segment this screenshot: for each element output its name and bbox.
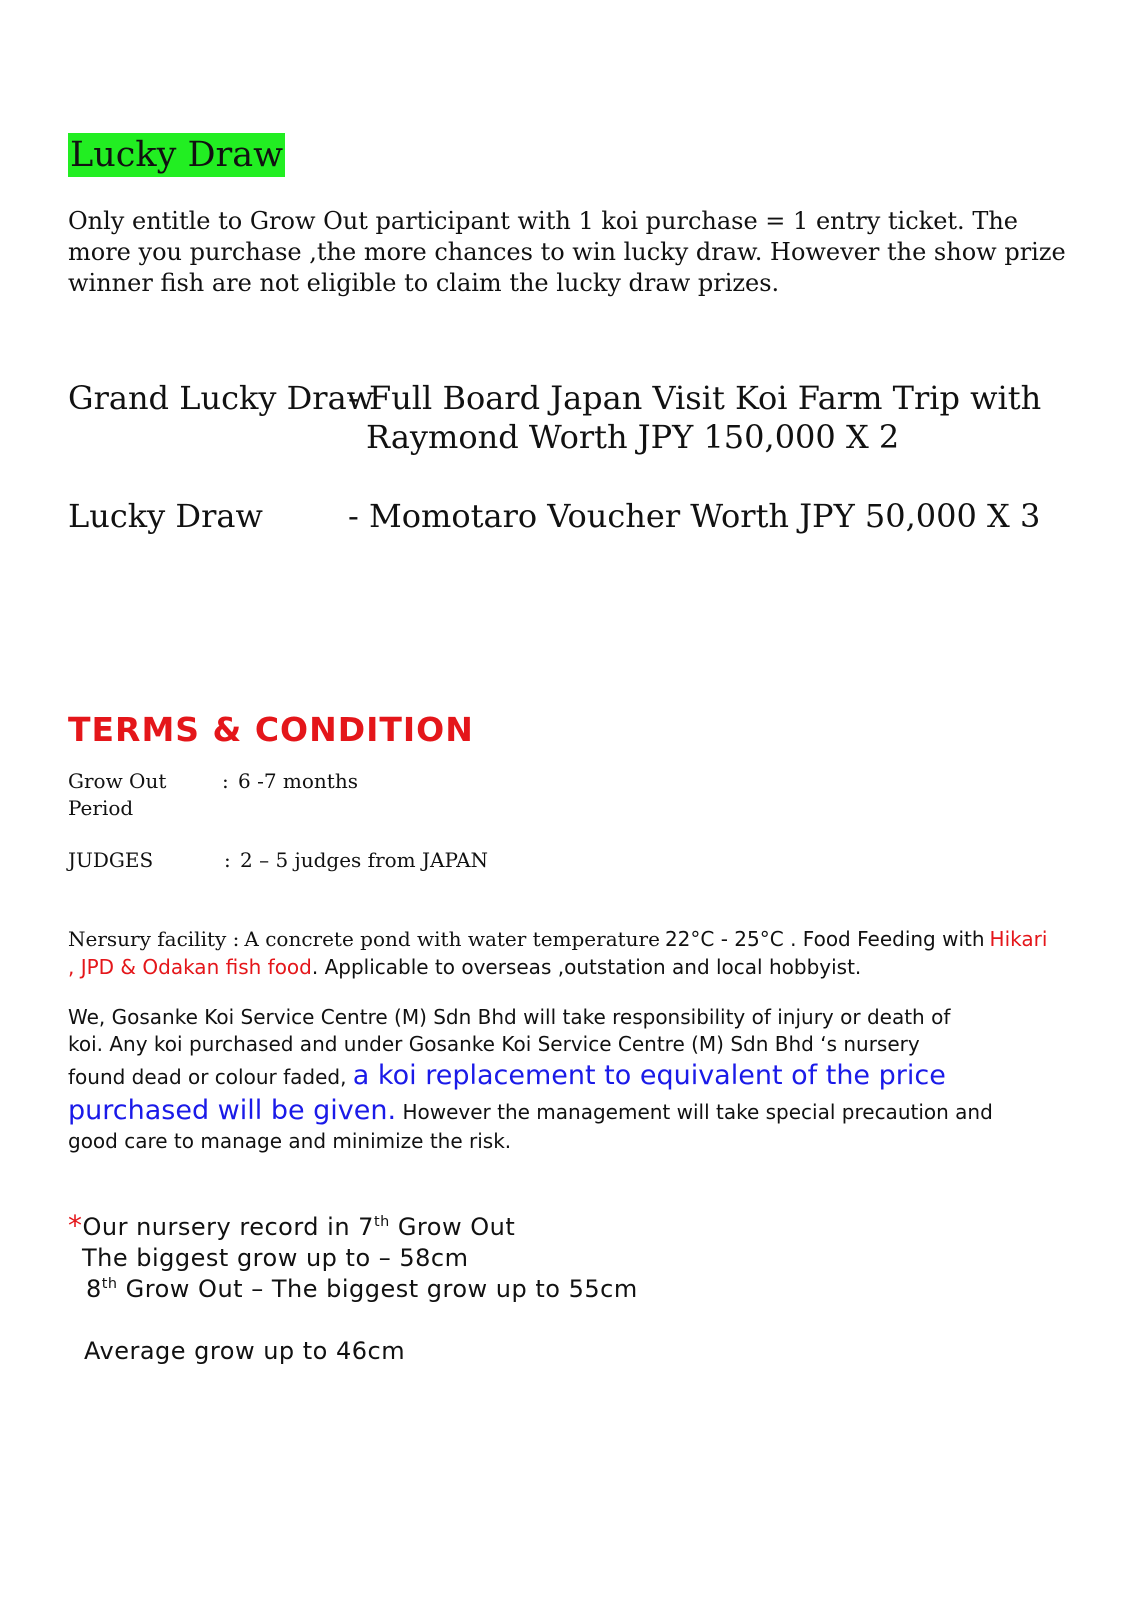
grand-lucky-draw-label: Grand Lucky Draw [68, 379, 375, 417]
nursery-facility: Nersury facility : A concrete pond with water temperature 22°C - 25°C . Food Feeding with Hikari , JPD & Odakan fish food. Applicable to overseas ,outstation and local hobbyist. [68, 927, 1048, 979]
lucky-draw-desc: - Momotaro Voucher Worth JPY 50,000 X 3 [348, 497, 1041, 535]
grand-lucky-draw-desc-line2: Raymond Worth JPY 150,000 X 2 [366, 418, 900, 456]
brand-jpd-odakan: , JPD & Odakan fish food [68, 955, 312, 979]
grow-out-colon: : [222, 769, 229, 793]
lucky-draw-title: Lucky Draw [70, 135, 284, 175]
asterisk: * [68, 1209, 83, 1242]
terms-heading: TERMS & CONDITION [68, 710, 474, 749]
grow-out-value: 6 -7 months [238, 769, 358, 793]
brand-hikari: Hikari [989, 927, 1048, 951]
grow-out-label: Grow Out Period [68, 769, 167, 820]
judges-label: JUDGES [68, 848, 154, 872]
nursery-record: *Our nursery record in 7th Grow Out The biggest grow up to – 58cm 8th Grow Out – The biggest grow up to 55cm Average grow up to 46cm [68, 1209, 638, 1365]
lucky-draw-label: Lucky Draw [68, 497, 263, 535]
responsibility-paragraph: We, Gosanke Koi Service Centre (M) Sdn Bhd will take responsibility of injury or death of koi. Any koi purchased and under Gosanke Koi Service Centre (M) Sdn Bhd ‘s nursery found dead or colour faded, a koi replacement to equivalent of the price purchased will be given. However the management will take special precaution and good care to manage and minimize the risk. [68, 1005, 993, 1153]
judges-value: 2 – 5 judges from JAPAN [240, 848, 489, 872]
lucky-draw-intro: Only entitle to Grow Out participant with 1 koi purchase = 1 entry ticket. The more you purchase ,the more chances to win lucky draw. However the show prize winner fish are not eligible to claim the lucky draw prizes. [68, 207, 1066, 297]
replacement-highlight: a koi replacement to equivalent of the price [352, 1060, 946, 1091]
nursery-label: Nersury facility : [68, 927, 240, 951]
judges-colon: : [224, 848, 231, 872]
grand-lucky-draw-desc-line1: - Full Board Japan Visit Koi Farm Trip with [348, 379, 1042, 417]
